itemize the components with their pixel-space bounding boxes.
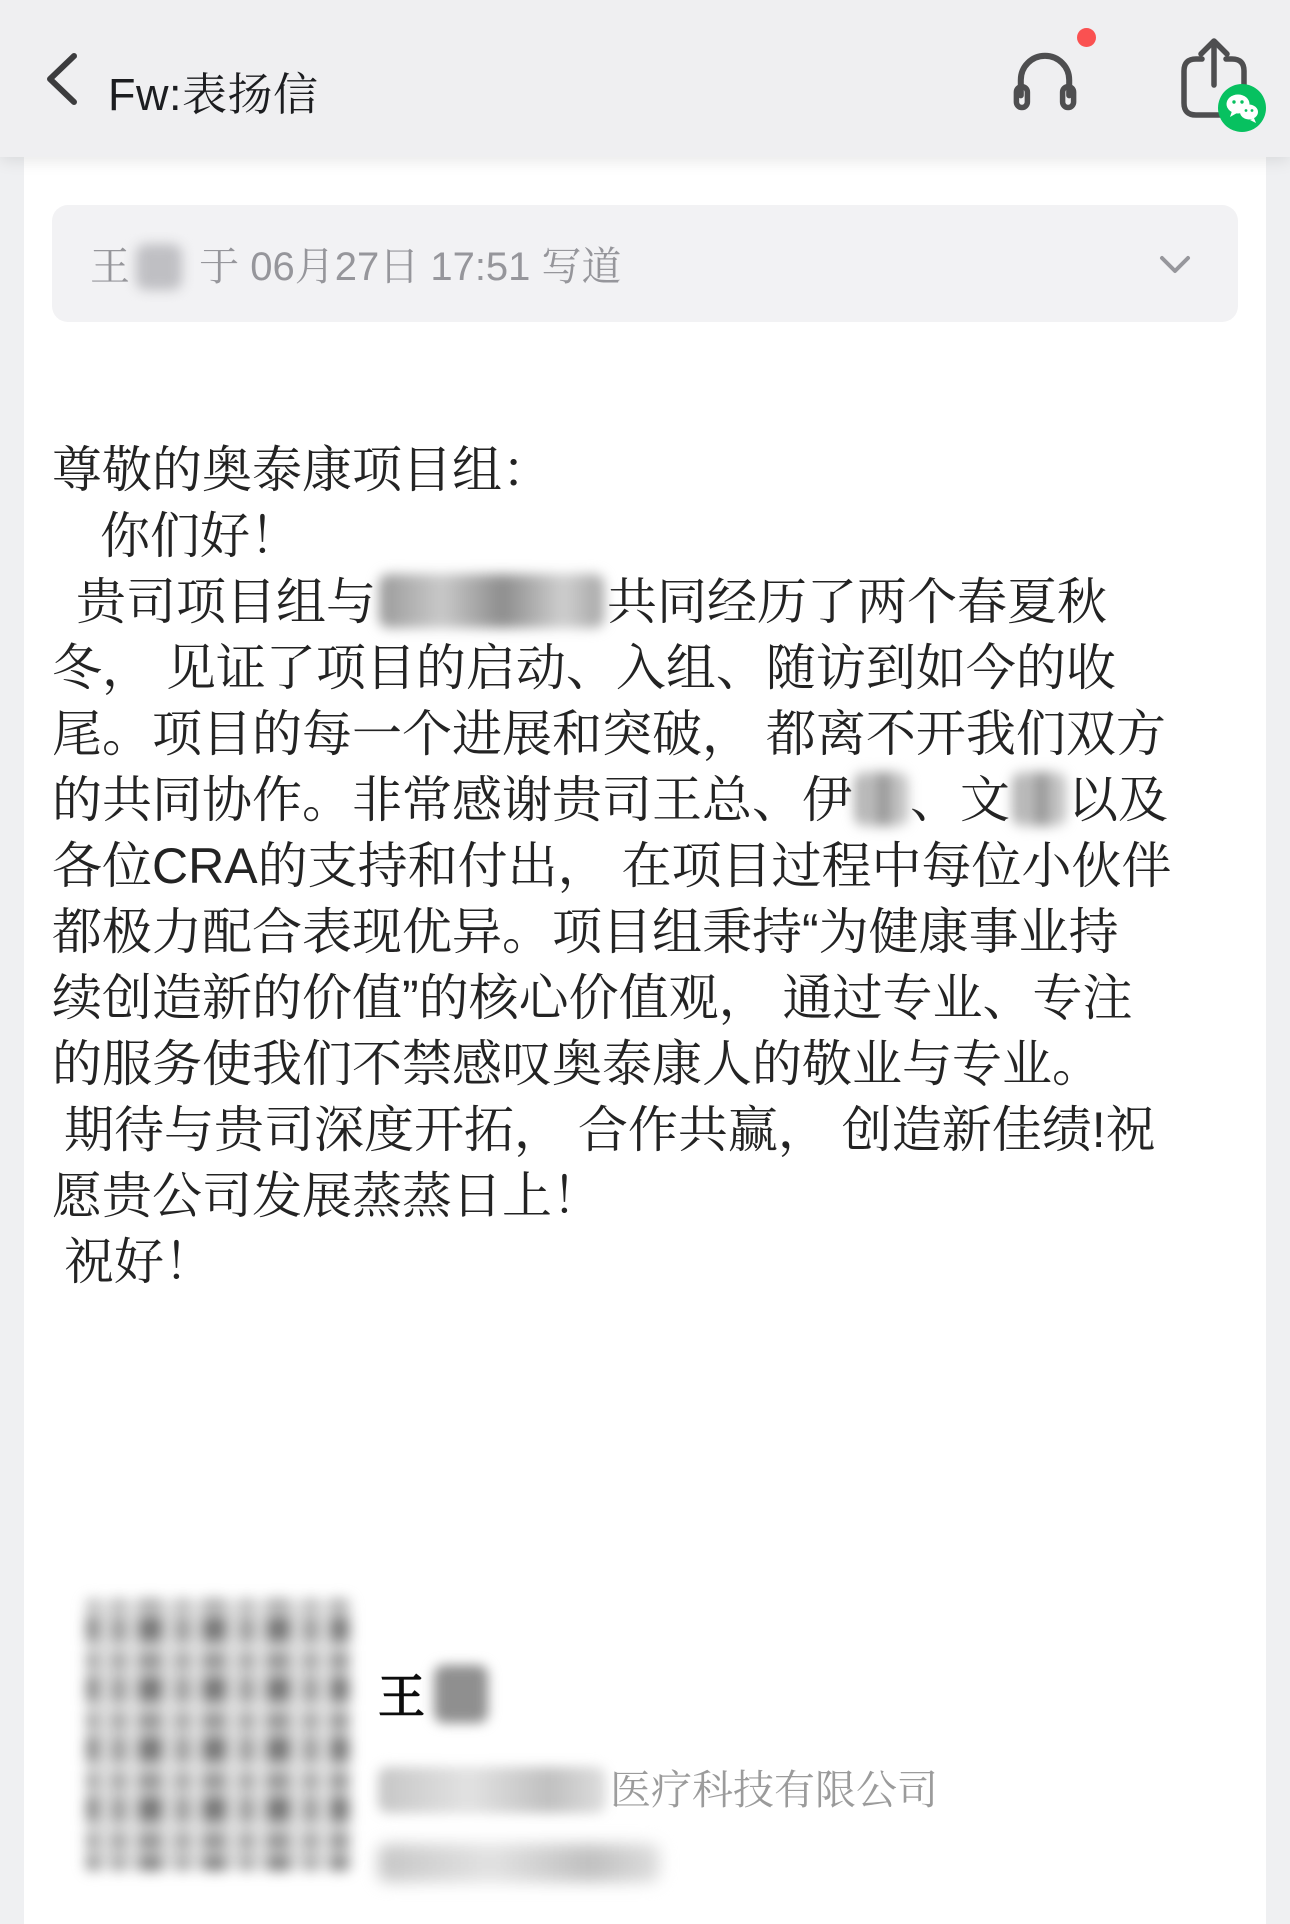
body-line [52,1163,1238,1229]
body-text: 各位CRA的支持和付出， 在项目过程中每位小伙伴 [52,838,1172,894]
nav-header [0,0,1290,157]
listen-button[interactable] [1012,40,1092,120]
body-text: 的共同协作。非常感谢贵司王总、伊 [52,772,852,828]
back-button[interactable] [30,44,100,114]
email-body [52,437,1238,1295]
sender-line [90,235,622,292]
redacted-phone [378,1844,660,1882]
body-line [52,503,1238,569]
sender-collapse-bar[interactable] [52,205,1238,322]
body-text: 尾。项目的每一个进展和突破， 都离不开我们双方 [52,706,1166,762]
body-text: 的服务使我们不禁感叹奥泰康人的敬业与专业。 [52,1036,1102,1092]
signature-name: 王 [378,1660,938,1727]
redacted-text [379,574,604,628]
chevron-down-icon [1158,255,1192,275]
body-text: 共同经历了两个春夏秋 [607,574,1107,630]
wechat-badge-icon [1218,84,1266,132]
body-line [52,965,1238,1031]
redacted-sender-name [136,244,182,290]
body-line [52,635,1238,701]
qr-code-blurred [87,1600,349,1870]
body-text: 你们好！ [100,508,300,564]
body-text: 冬， 见证了项目的启动、入组、随访到如今的收 [52,640,1116,696]
body-text: 祝好！ [64,1234,214,1290]
redacted-company-prefix [378,1767,606,1813]
email-content-card [24,157,1266,1924]
signature-text [378,1600,938,1887]
redacted-text [855,772,907,826]
body-line [52,1229,1238,1295]
signature-block [87,1600,1238,1887]
body-line [52,833,1238,899]
body-line [52,569,1238,635]
sender-written-at: 于 06月27日 17:51 写道 [188,245,622,289]
body-text: 以及 [1068,772,1168,828]
redacted-name-char [434,1665,488,1723]
body-text: 贵司项目组与 [76,574,376,630]
body-text: 都极力配合表现优异。项目组秉持“为健康事业持 [52,904,1119,960]
body-text: 期待与贵司深度开拓， 合作共赢， 创造新佳绩!祝 [64,1102,1156,1158]
redacted-text [1013,772,1065,826]
signature-phone [378,1844,938,1887]
body-line [52,1031,1238,1097]
body-text: 尊敬的奥泰康项目组： [52,442,552,498]
share-button[interactable] [1174,32,1260,128]
body-line [52,1097,1238,1163]
headphones-icon [1012,47,1092,113]
signature-company: 医疗科技有限公司 [378,1757,938,1816]
page-title: Fw:表扬信 [108,69,319,120]
body-text: 续创造新的价值”的核心价值观， 通过专业、专注 [52,970,1133,1026]
unread-dot-badge [1077,28,1096,47]
body-text: 、文 [910,772,1010,828]
chevron-left-icon [30,44,100,114]
body-text: 愿贵公司发展蒸蒸日上！ [52,1168,602,1224]
body-line [52,767,1238,833]
body-line [52,437,1238,503]
sender-name: 王 [90,245,130,289]
body-line [52,899,1238,965]
body-line [52,701,1238,767]
